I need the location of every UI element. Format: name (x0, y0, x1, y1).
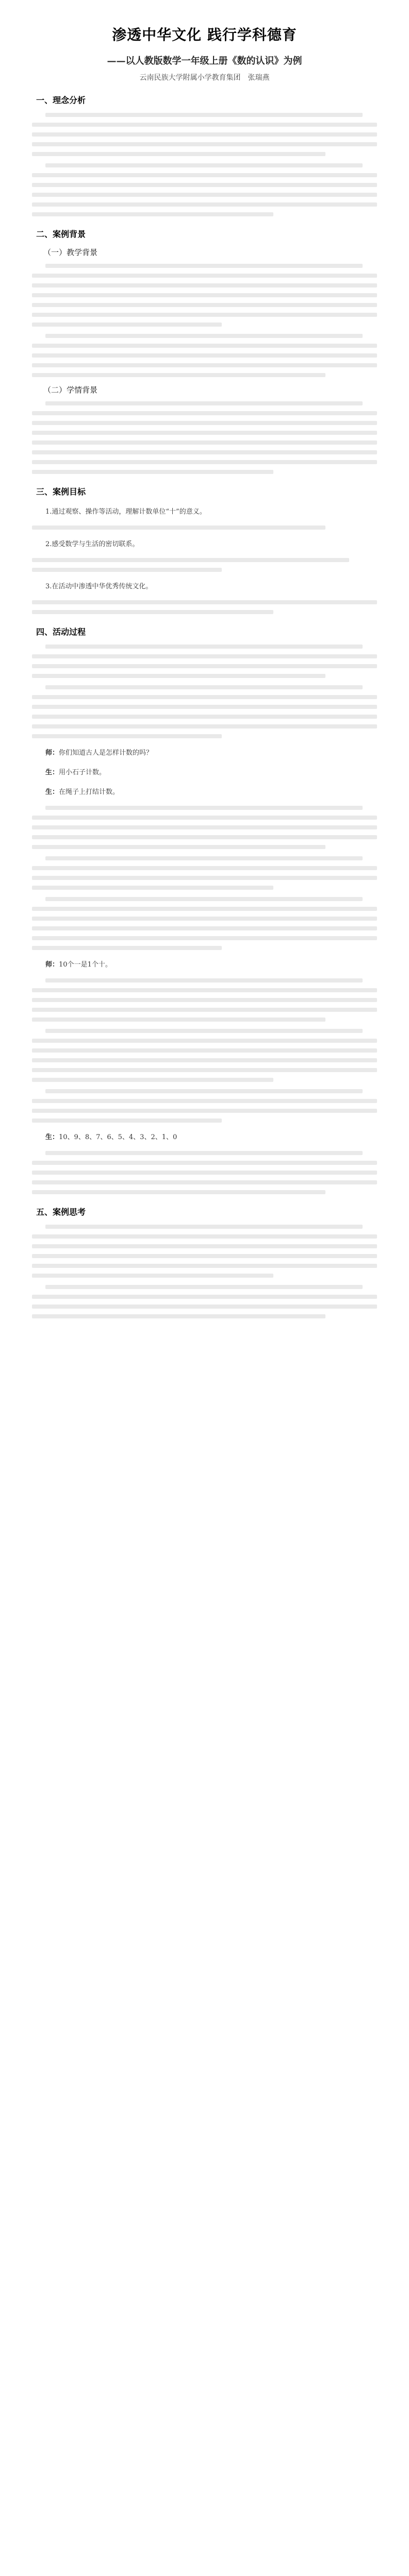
text-line-placeholder (45, 856, 363, 860)
text-line-placeholder (32, 173, 377, 177)
paragraph-block (32, 685, 377, 738)
text-line-placeholder (32, 1274, 273, 1278)
text-line-placeholder (32, 152, 325, 156)
text-line-placeholder (32, 411, 377, 415)
text-line-placeholder (45, 264, 363, 268)
text-line-placeholder (32, 674, 325, 678)
section-heading: 五、案例思考 (36, 1207, 86, 1217)
text-line-placeholder (45, 978, 363, 982)
dialog-text: 10个一是1个十。 (59, 961, 112, 969)
document-title: 渗透中华文化 践行学科德育 (112, 26, 297, 43)
text-line-placeholder (32, 313, 377, 317)
section-concept (32, 94, 377, 216)
text-line-placeholder (32, 724, 377, 728)
text-line-placeholder (32, 1161, 377, 1165)
text-line-placeholder (32, 303, 377, 307)
dialog-text: 10、9、8、7、6、5、4、3、2、1、0 (59, 1133, 177, 1141)
dialog-text: 用小石子计数。 (59, 769, 106, 776)
author-line: 云南民族大学附属小学教育集团 张瑞燕 (139, 74, 270, 82)
text-line-placeholder (32, 926, 377, 930)
paragraph-block (32, 1285, 377, 1318)
text-line-placeholder (32, 323, 222, 327)
dialog-text: 你们知道古人是怎样计数的吗？ (59, 749, 153, 757)
dialog-text: 在绳子上打结计数。 (59, 788, 120, 796)
text-line-placeholder (32, 450, 377, 454)
text-line-placeholder (45, 1225, 363, 1229)
text-line-placeholder (32, 283, 377, 287)
sub-heading: （一）教学背景 (43, 248, 98, 257)
text-line-placeholder (32, 132, 377, 137)
text-line-placeholder (32, 1118, 222, 1123)
text-line-placeholder (32, 705, 377, 709)
text-line-placeholder (32, 866, 377, 870)
section-goals (32, 485, 377, 614)
paragraph-block (32, 856, 377, 890)
goal-item: 1.通过观察、操作等活动，理解计数单位“十”的意义。 (45, 508, 206, 516)
text-line-placeholder (32, 1244, 377, 1248)
text-line-placeholder (32, 123, 377, 127)
text-line-placeholder (32, 193, 377, 197)
text-line-placeholder (45, 806, 363, 810)
text-line-placeholder (32, 293, 377, 297)
text-line-placeholder (45, 1151, 363, 1155)
paragraph-block (32, 113, 377, 156)
text-line-placeholder (32, 1109, 377, 1113)
dialog-line (45, 957, 377, 973)
text-line-placeholder (32, 1039, 377, 1043)
text-line-placeholder (32, 460, 377, 464)
section-background (32, 228, 377, 474)
text-line-placeholder (32, 558, 349, 562)
dialog-line (45, 1130, 377, 1145)
section-heading: 四、活动过程 (36, 627, 86, 637)
paragraph-block (32, 163, 377, 216)
text-line-placeholder (32, 695, 377, 699)
text-line-placeholder (32, 600, 377, 604)
text-line-placeholder (32, 373, 325, 377)
text-line-placeholder (32, 715, 377, 719)
text-line-placeholder (32, 825, 377, 829)
paragraph-block (32, 897, 377, 950)
text-line-placeholder (32, 835, 377, 839)
text-line-placeholder (32, 142, 377, 146)
text-line-placeholder (32, 734, 222, 738)
section-process (32, 625, 377, 1194)
paragraph-block (32, 1151, 377, 1194)
paragraph-block (32, 1029, 377, 1082)
text-line-placeholder (45, 1089, 363, 1093)
paragraph-block (32, 600, 377, 614)
dialog-line (45, 765, 377, 781)
speaker-label: 生： (45, 1133, 59, 1141)
text-line-placeholder (32, 431, 377, 435)
text-line-placeholder (45, 401, 363, 405)
dialog-line (45, 785, 377, 800)
text-line-placeholder (45, 1285, 363, 1289)
text-line-placeholder (32, 1078, 273, 1082)
text-line-placeholder (32, 183, 377, 187)
paragraph-block (32, 526, 377, 530)
text-line-placeholder (32, 470, 273, 474)
paragraph-block (32, 1089, 377, 1123)
text-line-placeholder (32, 353, 377, 358)
text-line-placeholder (32, 344, 377, 348)
text-line-placeholder (32, 1180, 377, 1184)
text-line-placeholder (32, 664, 377, 668)
paragraph-block (32, 264, 377, 327)
text-line-placeholder (32, 274, 377, 278)
speaker-label: 生： (45, 769, 59, 776)
text-line-placeholder (45, 113, 363, 117)
text-line-placeholder (32, 1190, 325, 1194)
text-line-placeholder (32, 1264, 377, 1268)
text-line-placeholder (32, 845, 325, 849)
text-line-placeholder (32, 876, 377, 880)
text-line-placeholder (32, 1304, 377, 1309)
text-line-placeholder (32, 1099, 377, 1103)
text-line-placeholder (32, 610, 273, 614)
text-line-placeholder (32, 917, 377, 921)
paragraph-block (32, 645, 377, 678)
paragraph-block (32, 334, 377, 377)
text-line-placeholder (32, 1058, 377, 1062)
text-line-placeholder (32, 526, 325, 530)
sub-heading: （二）学情背景 (43, 385, 98, 395)
text-line-placeholder (32, 568, 222, 572)
dialog-line (45, 745, 377, 761)
text-line-placeholder (45, 334, 363, 338)
text-line-placeholder (32, 421, 377, 425)
text-line-placeholder (32, 1234, 377, 1239)
paragraph-block (32, 978, 377, 1022)
paragraph-block (32, 401, 377, 474)
text-line-placeholder (45, 685, 363, 689)
text-line-placeholder (32, 988, 377, 992)
text-line-placeholder (32, 1171, 377, 1175)
text-line-placeholder (45, 1029, 363, 1033)
text-line-placeholder (32, 936, 377, 940)
paragraph-block (32, 806, 377, 849)
goal-item: 2.感受数学与生活的密切联系。 (45, 540, 139, 548)
text-line-placeholder (32, 1048, 377, 1053)
text-line-placeholder (45, 163, 363, 167)
text-line-placeholder (32, 1254, 377, 1258)
text-line-placeholder (32, 1018, 325, 1022)
text-line-placeholder (32, 886, 273, 890)
text-line-placeholder (32, 946, 222, 950)
text-line-placeholder (32, 202, 377, 207)
goal-item: 3.在活动中渗透中华优秀传统文化。 (45, 583, 153, 590)
speaker-label: 生： (45, 788, 59, 796)
text-line-placeholder (32, 816, 377, 820)
text-line-placeholder (32, 1008, 377, 1012)
section-heading: 三、案例目标 (36, 487, 86, 497)
paragraph-block (32, 558, 377, 572)
text-line-placeholder (32, 212, 273, 216)
text-line-placeholder (32, 907, 377, 911)
text-line-placeholder (32, 654, 377, 658)
text-line-placeholder (32, 363, 377, 367)
speaker-label: 师： (45, 961, 59, 969)
section-heading: 二、案例背景 (36, 229, 86, 239)
paragraph-block (32, 1225, 377, 1278)
text-line-placeholder (32, 1295, 377, 1299)
speaker-label: 师： (45, 749, 59, 757)
text-line-placeholder (45, 645, 363, 649)
text-line-placeholder (32, 998, 377, 1002)
document-subtitle: ——以人教版数学一年级上册《数的认识》为例 (107, 56, 302, 66)
text-line-placeholder (32, 1314, 325, 1318)
text-line-placeholder (32, 440, 377, 445)
section-heading: 一、理念分析 (36, 95, 86, 105)
section-reflection (32, 1206, 377, 1318)
text-line-placeholder (45, 897, 363, 901)
text-line-placeholder (32, 1068, 377, 1072)
